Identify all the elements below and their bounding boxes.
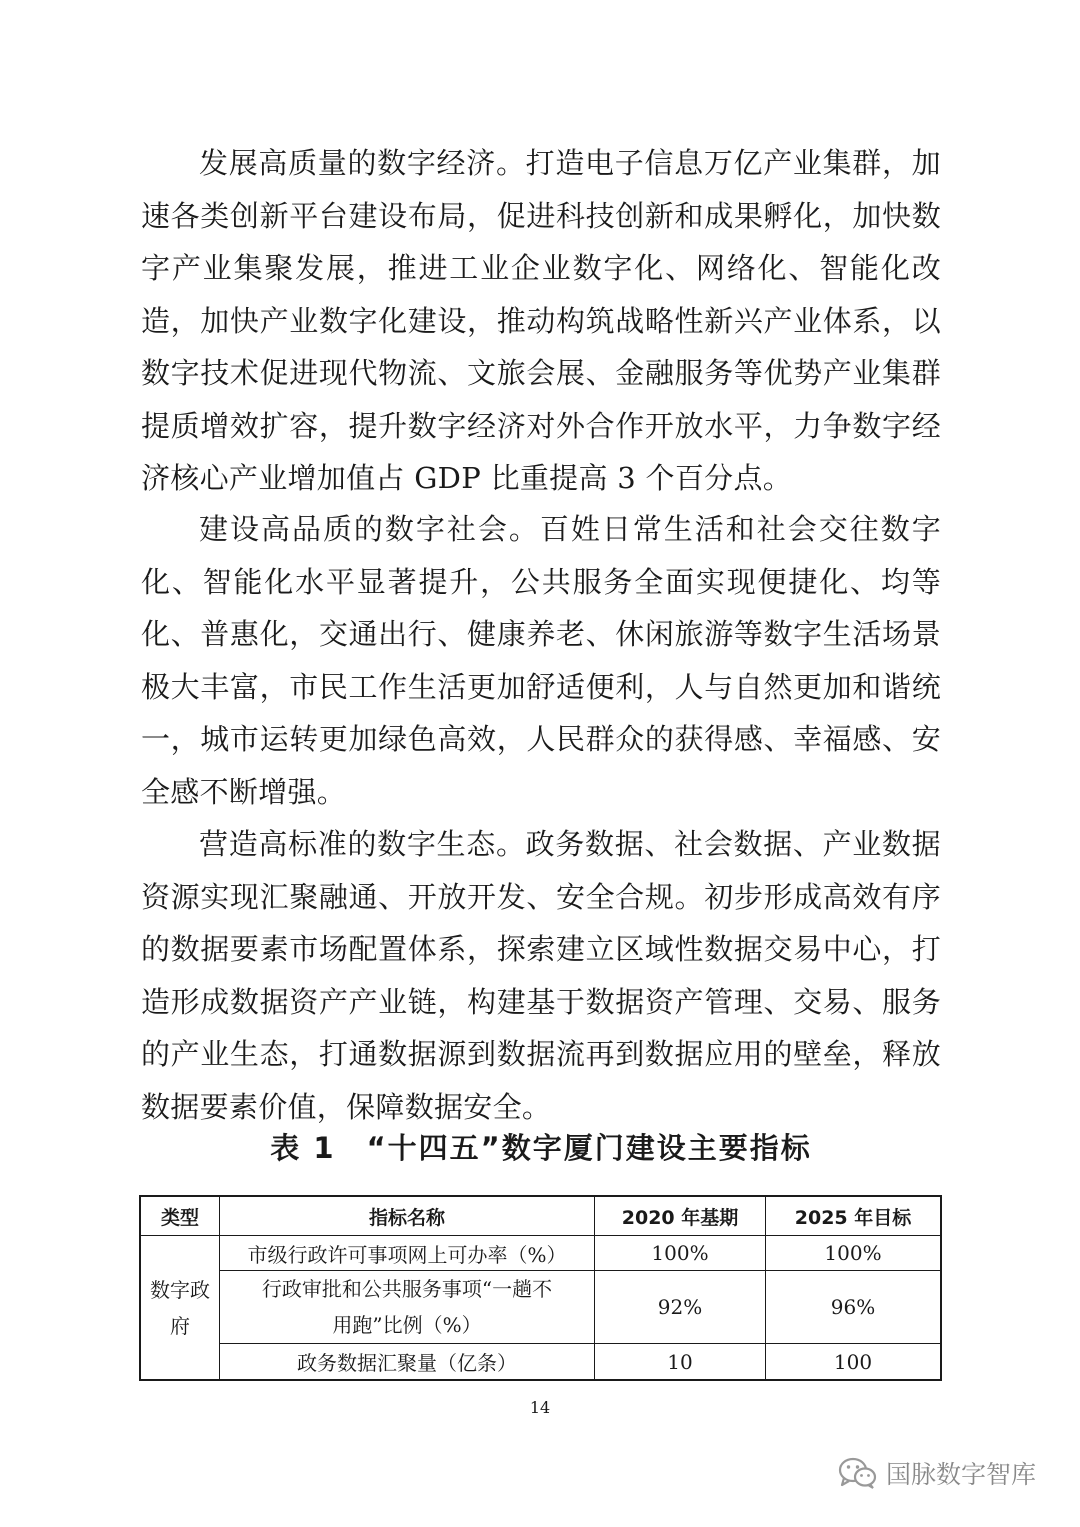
table-row <box>140 1271 941 1344</box>
table-row <box>140 1236 941 1271</box>
header-type: 类型 <box>140 1196 220 1236</box>
paragraph-digital-ecology: 营造高标准的数字生态。政务数据、社会数据、产业数据资源实现汇聚融通、开放开发、安全合规。初步形成高效有序的数据要素市场配置体系，探索建立区域性数据交易中心，打造形成数据资产产业链，构建基于数据资产管理、交易、服务的产业生态，打通数据源到数据流再到数据应用的壁垒，释放数据要素价值，保障数据安全。 <box>141 827 941 1124</box>
base-value: 92% <box>595 1271 766 1344</box>
watermark <box>838 1453 1036 1493</box>
page-number: 14 <box>529 1398 551 1417</box>
target-value: 100% <box>766 1236 942 1271</box>
header-base-2020: 2020 年基期 <box>595 1196 766 1236</box>
indicator-name: 行政审批和公共服务事项“一趟不用跑”比例（%） <box>220 1271 595 1344</box>
wechat-icon <box>838 1456 878 1490</box>
table-header-row <box>140 1196 941 1236</box>
target-value: 96% <box>766 1271 942 1344</box>
indicator-name: 政务数据汇聚量（亿条） <box>220 1344 595 1381</box>
type-cell-digital-government: 数字政府 <box>140 1236 220 1381</box>
paragraph-digital-economy: 发展高质量的数字经济。打造电子信息万亿产业集群，加速各类创新平台建设布局，促进科技创新和成果孵化，加快数字产业集聚发展，推进工业企业数字化、网络化、智能化改造，加快产业数字化建设，推动构筑战略性新兴产业体系，以数字技术促进现代物流、文旅会展、金融服务等优势产业集群提质增效扩容，提升数字经济对外合作开放水平，力争数字经济核心产业增加值占 GDP 比重提高 3 个百分点。 <box>141 146 941 495</box>
indicators-table <box>139 1195 942 1381</box>
base-value: 100% <box>595 1236 766 1271</box>
indicator-name: 市级行政许可事项网上可办率（%） <box>220 1236 595 1271</box>
table-row <box>140 1344 941 1381</box>
header-indicator-name: 指标名称 <box>220 1196 595 1236</box>
watermark-text: 国脉数字智库 <box>886 1460 1037 1489</box>
table-caption: 表 1 “十四五”数字厦门建设主要指标 <box>270 1131 812 1165</box>
paragraph-digital-society: 建设高品质的数字社会。百姓日常生活和社会交往数字化、智能化水平显著提升，公共服务全面实现便捷化、均等化、普惠化，交通出行、健康养老、休闲旅游等数字生活场景极大丰富，市民工作生活更加舒适便利，人与自然更加和谐统一，城市运转更加绿色高效，人民群众的获得感、幸福感、安全感不断增强。 <box>141 512 941 809</box>
target-value: 100 <box>766 1344 942 1381</box>
base-value: 10 <box>595 1344 766 1381</box>
header-target-2025: 2025 年目标 <box>766 1196 942 1236</box>
